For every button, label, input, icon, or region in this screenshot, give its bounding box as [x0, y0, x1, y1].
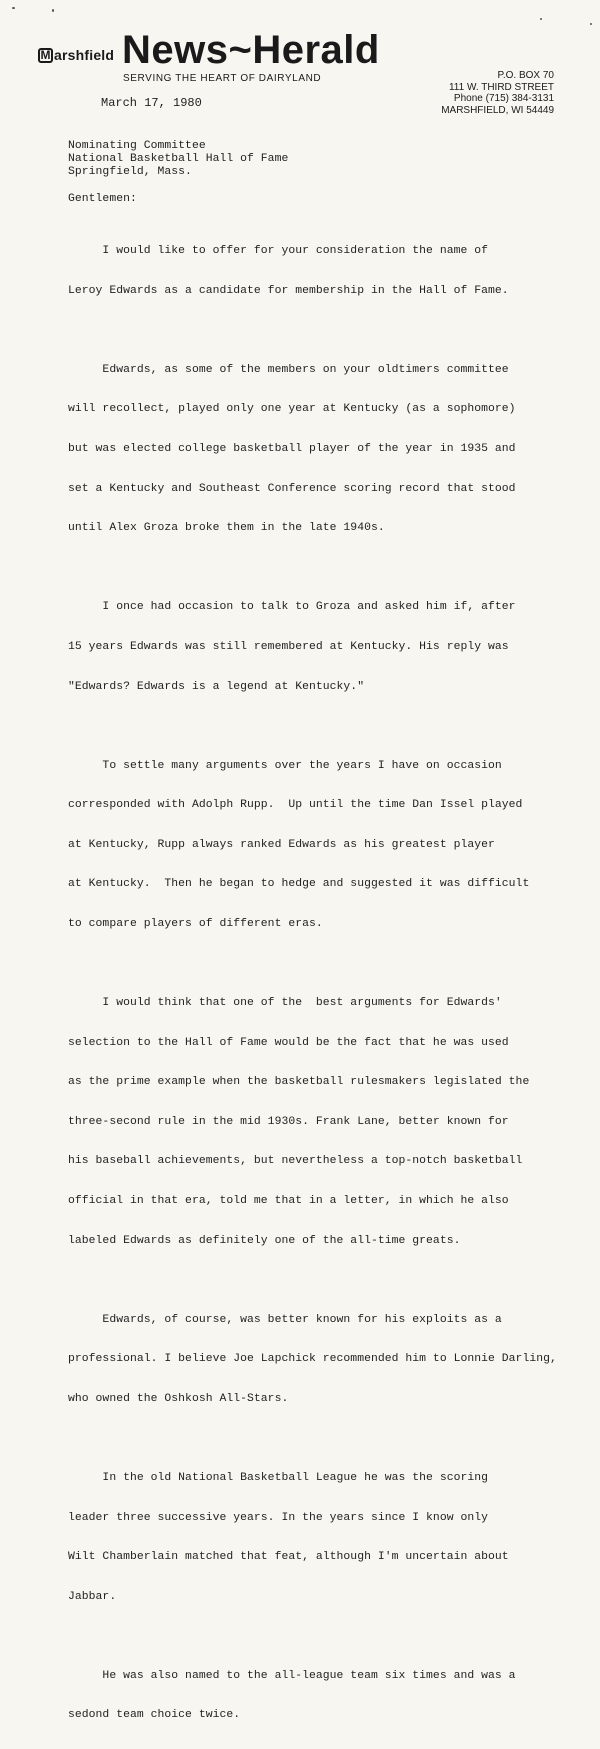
- recipient-line: Springfield, Mass.: [68, 166, 192, 179]
- text-line: three-second rule in the mid 1930s. Frank Lane, better known for: [68, 1115, 509, 1128]
- newspaper-masthead: News~Herald: [122, 28, 380, 72]
- paragraph-8: [68, 1643, 568, 1749]
- newspaper-slogan: SERVING THE HEART OF DAIRYLAND: [123, 73, 322, 84]
- text-line: I would like to offer for your consideration the name of: [68, 245, 489, 258]
- text-line: Edwards, of course, was better known for his exploits as a: [68, 1313, 502, 1326]
- paragraph-7: [68, 1445, 568, 1630]
- paragraph-6: [68, 1287, 568, 1432]
- text-line: but was elected college basketball player of the year in 1935 and: [68, 443, 516, 456]
- text-line: official in that era, told me that in a letter, in which he also: [68, 1195, 509, 1208]
- text-line: In the old National Basketball League he was the scoring: [68, 1471, 489, 1484]
- text-line: corresponded with Adolph Rupp. Up until the time Dan Issel played: [68, 799, 523, 812]
- text-line: until Alex Groza broke them in the late 1940s.: [68, 522, 385, 535]
- text-line: Edwards, as some of the members on your oldtimers committee: [68, 363, 509, 376]
- text-line: Jabbar.: [68, 1590, 117, 1603]
- recipient-line: Nominating Committee: [68, 140, 206, 152]
- address-phone: Phone (715) 384-3131: [453, 93, 554, 104]
- text-line: will recollect, played only one year at Kentucky (as a sophomore): [68, 403, 516, 416]
- text-line: set a Kentucky and Southeast Conference scoring record that stood: [68, 482, 516, 495]
- text-line: To settle many arguments over the years I have on occasion: [68, 759, 502, 772]
- logo-text: arshfield: [54, 47, 115, 63]
- text-line: professional. I believe Joe Lapchick recommended him to Lonnie Darling,: [68, 1353, 557, 1366]
- salutation: Gentlemen:: [68, 192, 137, 205]
- scan-speck: [12, 7, 15, 9]
- text-line: Leroy Edwards as a candidate for membership in the Hall of Fame.: [68, 284, 509, 297]
- recipient-line: National Basketball Hall of Fame: [68, 153, 289, 166]
- scan-speck: [52, 9, 54, 12]
- paragraph-4: [68, 733, 568, 957]
- scan-speck: [590, 23, 592, 25]
- address-box: P.O. BOX 70: [497, 70, 554, 81]
- text-line: as the prime example when the basketball rulesmakers legislated the: [68, 1076, 530, 1089]
- text-line: I would think that one of the best arguments for Edwards': [68, 996, 502, 1009]
- scan-speck: [540, 18, 542, 20]
- text-line: "Edwards? Edwards is a legend at Kentucky.": [68, 680, 365, 693]
- paragraph-1: [68, 219, 568, 325]
- text-line: selection to the Hall of Fame would be the fact that he was used: [68, 1036, 509, 1049]
- logo-initial-box: M: [38, 48, 53, 63]
- paragraph-2: [68, 337, 568, 561]
- address-street: 111 W. THIRD STREET: [448, 81, 554, 93]
- letter-body: [68, 140, 568, 1749]
- text-line: to compare players of different eras.: [68, 917, 323, 930]
- newspaper-address: [441, 70, 554, 116]
- address-city: MARSHFIELD, WI 54449: [441, 104, 554, 116]
- text-line: sedond team choice twice.: [68, 1709, 241, 1722]
- text-line: I once had occasion to talk to Groza and asked him if, after: [68, 601, 516, 614]
- paragraph-5: [68, 971, 568, 1275]
- paragraph-3: [68, 575, 568, 720]
- letter-date: March 17, 1980: [101, 96, 202, 110]
- text-line: He was also named to the all-league team six times and was a: [68, 1669, 516, 1682]
- text-line: who owned the Oshkosh All-Stars.: [68, 1392, 289, 1405]
- text-line: at Kentucky. Then he began to hedge and suggested it was difficult: [68, 878, 530, 891]
- text-line: Wilt Chamberlain matched that feat, although I'm uncertain about: [68, 1551, 509, 1564]
- marshfield-logo: [38, 47, 114, 63]
- text-line: leader three successive years. In the years since I know only: [68, 1511, 489, 1524]
- text-line: at Kentucky, Rupp always ranked Edwards as his greatest player: [68, 838, 495, 851]
- text-line: his baseball achievements, but nevertheless a top-notch basketball: [68, 1155, 523, 1168]
- text-line: 15 years Edwards was still remembered at Kentucky. His reply was: [68, 640, 509, 653]
- text-line: labeled Edwards as definitely one of the all-time greats.: [68, 1234, 461, 1247]
